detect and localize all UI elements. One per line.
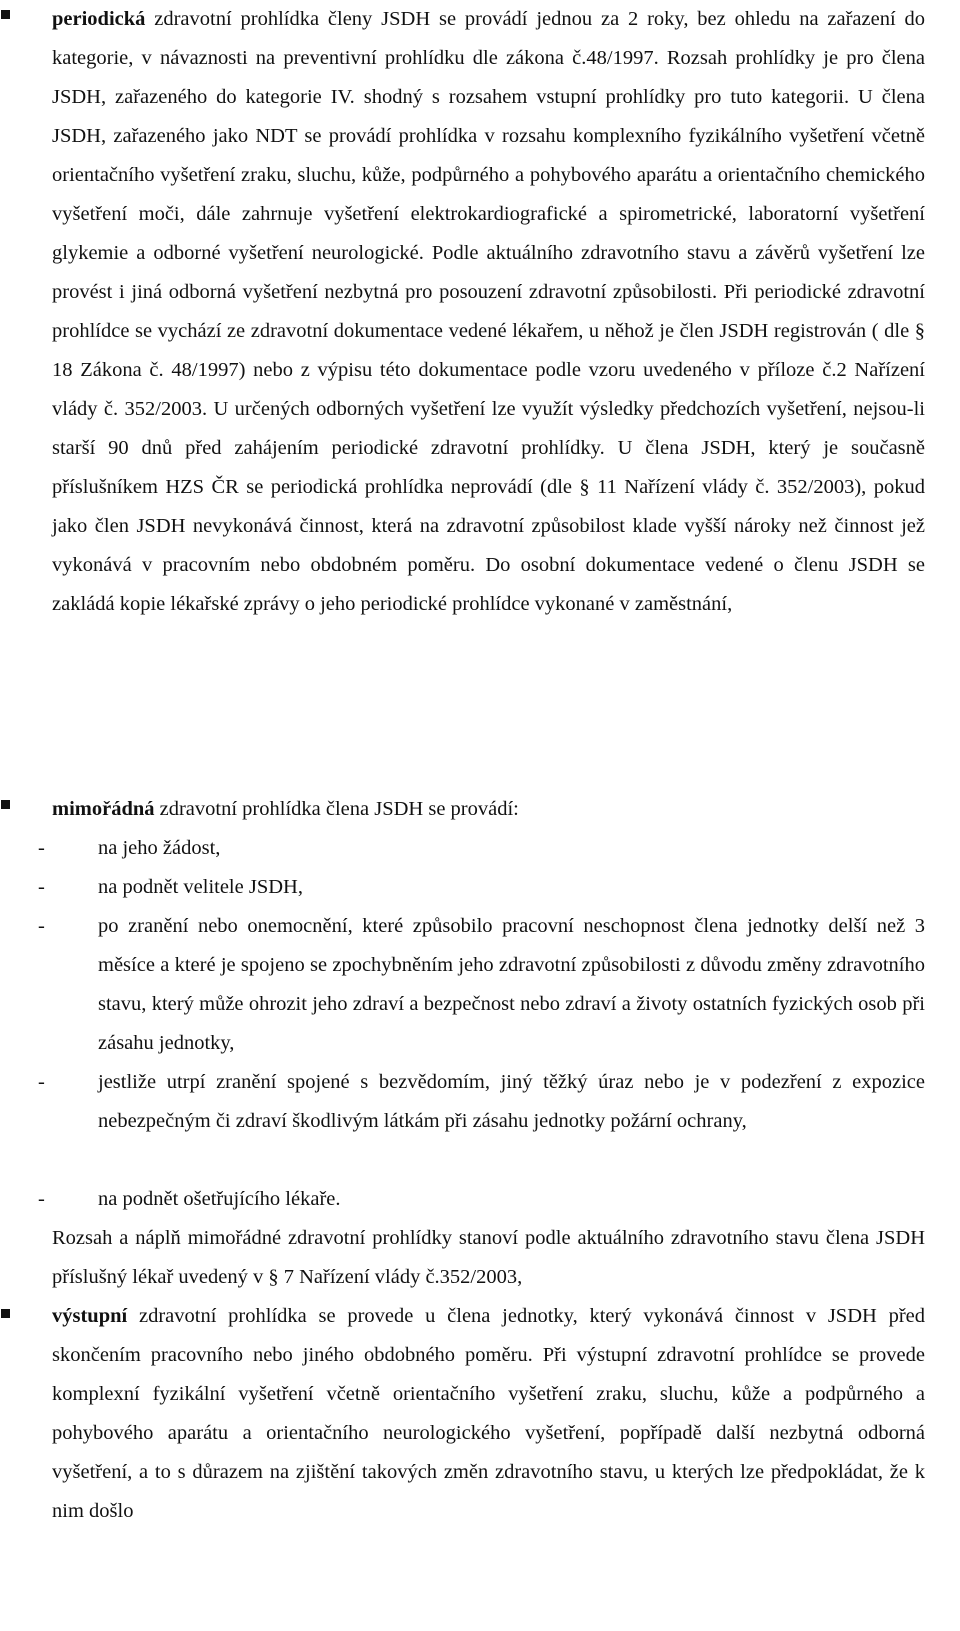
dash-marker: - xyxy=(38,915,45,937)
exit-text: zdravotní prohlídka se provede u člena jednotky, který vykonává činnost v JSDH před skončením pracovního nebo jiného obdobného poměru. Při výstupní zdravotní prohlídce se provede komplexní fyzikální vyšetření včetně orientačního vyšetření zraku, sluchu, kůže a podpůrného a pohybového aparátu a orientačního neurologického vyšetření, popřípadě další nezbytná odborná vyšetření, a to s důrazem na zjištění takových změn zdravotního stavu, u kterých lze předpokládat, že k nim došlo xyxy=(52,1305,926,1522)
list-item-text: po zranění nebo onemocnění, které způsobilo pracovní neschopnost člena jednotky delší než 3 měsíce a které je spojeno se zpochybněním jeho zdravotní způsobilosti z důvodu změny zdravotního stavu, který může ohrozit jeho zdraví a bezpečnost nebo zdraví a životy ostatních fyzických osob při zásahu jednotky, xyxy=(98,915,925,1054)
list-item-text: jestliže utrpí zranění spojené s bezvědomím, jiný těžký úraz nebo je v podezření z expozice nebezpečným či zdraví škodlivým látkám při zásahu jednotky požární ochrany, xyxy=(98,1071,925,1132)
extraordinary-paragraph xyxy=(52,790,925,829)
extraordinary-text: zdravotní prohlídka člena JSDH se provádí: xyxy=(159,798,519,820)
dash-marker: - xyxy=(38,1071,45,1093)
dash-marker: - xyxy=(38,876,45,898)
dash-marker: - xyxy=(38,837,45,859)
periodic-text: zdravotní prohlídka členy JSDH se provádí jednou za 2 roky, bez ohledu na zařazení do kategorie, v návaznosti na preventivní prohlídku dle zákona č.48/1997. Rozsah prohlídky je pro člena JSDH, zařazeného do kategorie IV. shodný s rozsahem vstupní prohlídky pro tuto kategorii. U člena JSDH, zařazeného jako NDT se provádí prohlídka v rozsahu komplexního fyzikálního vyšetření včetně orientačního vyšetření zraku, sluchu, kůže, podpůrného a pohybového aparátu a orientačního chemického vyšetření moči, dále zahrnuje vyšetření elektrokardiografické a spirometrické, laboratorní vyšetření glykemie a odborné vyšetření neurologické. Podle aktuálního zdravotního stavu a závěrů vyšetření lze provést i jiná odborná vyšetření nezbytná pro posouzení zdravotní způsobilosti. Při periodické zdravotní prohlídce se vychází ze zdravotní dokumentace vedené lékařem, u něhož je člen JSDH registrován ( dle § 18 Zákona č. 48/1997) nebo z výpisu této dokumentace podle vzoru uvedeného v příloze č.2 Nařízení vlády č. 352/2003. U určených odborných vyšetření lze využít výsledky předchozích vyšetření, nejsou-li starší 90 dnů před zahájením periodické zdravotní prohlídky. U člena JSDH, který je současně příslušníkem HZS ČR se periodická prohlídka neprovádí (dle § 11 Nařízení vlády č. 352/2003), pokud jako člen JSDH nevykonává činnost, která na zdravotní způsobilost klade vyšší nároky než činnost jež vykonává v pracovním nebo obdobném poměru. Do osobní dokumentace vedené o členu JSDH se zakládá kopie lékařské zprávy o jeho periodické prohlídce vykonané v zaměstnání, xyxy=(52,8,926,615)
square-bullet-icon xyxy=(1,10,10,19)
list-item-text: na podnět velitele JSDH, xyxy=(98,876,303,898)
term-extraordinary: mimořádná xyxy=(52,798,155,820)
dash-marker: - xyxy=(38,1188,45,1210)
extraordinary-scope-paragraph: Rozsah a náplň mimořádné zdravotní prohlídky stanoví podle aktuálního zdravotního stavu člena JSDH příslušný lékař uvedený v § 7 Nařízení vlády č.352/2003, xyxy=(52,1227,925,1288)
list-item-text: na jeho žádost, xyxy=(98,837,221,859)
term-exit: výstupní xyxy=(52,1305,128,1327)
square-bullet-icon xyxy=(1,800,10,809)
square-bullet-icon xyxy=(1,1309,10,1318)
periodic-paragraph xyxy=(52,0,925,624)
exit-paragraph xyxy=(52,1297,925,1531)
list-item-text: na podnět ošetřujícího lékaře. xyxy=(98,1188,341,1210)
term-periodic: periodická xyxy=(52,8,146,30)
